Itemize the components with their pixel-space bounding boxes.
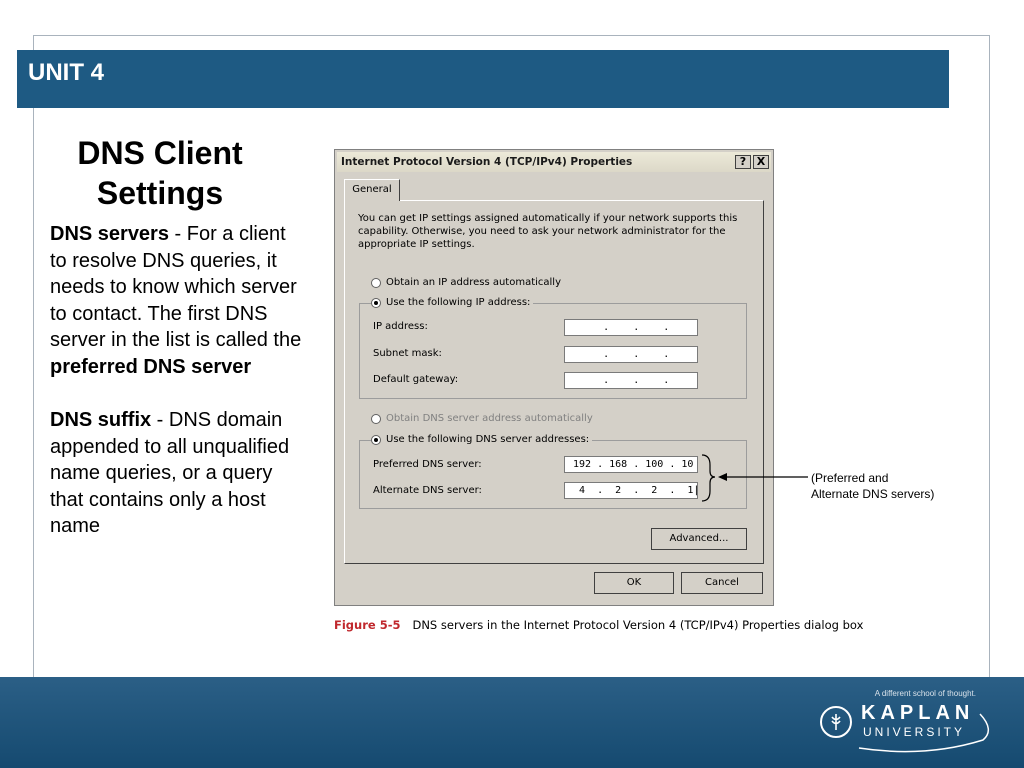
radio-selected-icon (371, 435, 381, 445)
university-logo-text: UNIVERSITY (863, 725, 966, 739)
radio-dns-manual-label: Use the following DNS server addresses: (386, 434, 590, 445)
radio-ip-manual[interactable] (371, 297, 533, 308)
ip-address-field[interactable]: . . . (564, 319, 698, 336)
intro-text: You can get IP settings assigned automatically if your network supports this capability. Otherwise, you need to ask your network administrator for the appropriate IP settings. (358, 213, 738, 250)
radio-dns-auto-label: Obtain DNS server address automatically (386, 413, 593, 424)
dns-suffix-term: DNS suffix (50, 409, 152, 431)
radio-ip-auto-label: Obtain an IP address automatically (386, 277, 562, 288)
callout-line-2: Alternate DNS servers) (811, 487, 935, 501)
callout-label (811, 470, 934, 502)
radio-ip-manual-label: Use the following IP address: (386, 297, 531, 308)
radio-dns-manual[interactable] (371, 434, 592, 445)
kaplan-logo-text: KAPLAN (861, 702, 975, 724)
header-banner (17, 50, 949, 108)
dns-servers-paragraph (50, 221, 305, 380)
preferred-dns-term: preferred DNS server (50, 355, 252, 378)
radio-disabled-icon (371, 414, 381, 424)
tab-general[interactable]: General (344, 179, 400, 201)
alternate-dns-field[interactable]: 4 . 2 . 2 . 1| (564, 482, 698, 499)
preferred-dns-field[interactable]: 192 . 168 . 100 . 10 (564, 456, 698, 473)
dns-servers-desc: - For a client to resolve DNS queries, it needs to know which server to contact. The first DNS server in the list is called the (50, 223, 302, 351)
dns-servers-term: DNS servers (50, 223, 169, 245)
figure-caption (334, 618, 863, 632)
dialog-titlebar (337, 152, 771, 172)
kaplan-logo-swoosh (855, 700, 995, 756)
dialog-title: Internet Protocol Version 4 (TCP/IPv4) Properties (341, 156, 633, 168)
help-button[interactable]: ? (735, 155, 751, 169)
dns-suffix-paragraph (50, 407, 305, 540)
slide-body (50, 221, 305, 540)
close-button[interactable]: X (753, 155, 769, 169)
footer-tagline: A different school of thought. (874, 689, 976, 698)
slide-title (40, 133, 280, 213)
kaplan-seal-icon (820, 706, 852, 738)
advanced-button[interactable]: Advanced... (651, 528, 747, 550)
alternate-dns-label: Alternate DNS server: (373, 485, 482, 496)
default-gateway-label: Default gateway: (373, 374, 459, 385)
radio-dns-auto[interactable] (371, 413, 593, 424)
figure-caption-text: DNS servers in the Internet Protocol Version 4 (TCP/IPv4) Properties dialog box (412, 618, 864, 632)
radio-unselected-icon (371, 278, 381, 288)
ip-address-label: IP address: (373, 321, 428, 332)
title-line-2: Settings (96, 175, 224, 211)
figure-number: Figure 5-5 (334, 618, 401, 632)
title-line-1: DNS Client (77, 135, 243, 171)
preferred-dns-label: Preferred DNS server: (373, 459, 482, 470)
dns-suffix-desc: - DNS domain appended to all unqualified name queries, or a query that contains only a host name (50, 409, 290, 537)
unit-label: UNIT 4 (28, 59, 105, 86)
subnet-mask-label: Subnet mask: (373, 348, 442, 359)
radio-selected-icon (371, 298, 381, 308)
ok-button[interactable]: OK (594, 572, 674, 594)
default-gateway-field[interactable]: . . . (564, 372, 698, 389)
tcpip-properties-dialog (334, 149, 774, 606)
subnet-mask-field[interactable]: . . . (564, 346, 698, 363)
radio-ip-auto[interactable] (371, 277, 561, 288)
callout-line-1: (Preferred and (811, 471, 889, 485)
callout-brace-arrow (700, 453, 812, 503)
cancel-button[interactable]: Cancel (681, 572, 763, 594)
